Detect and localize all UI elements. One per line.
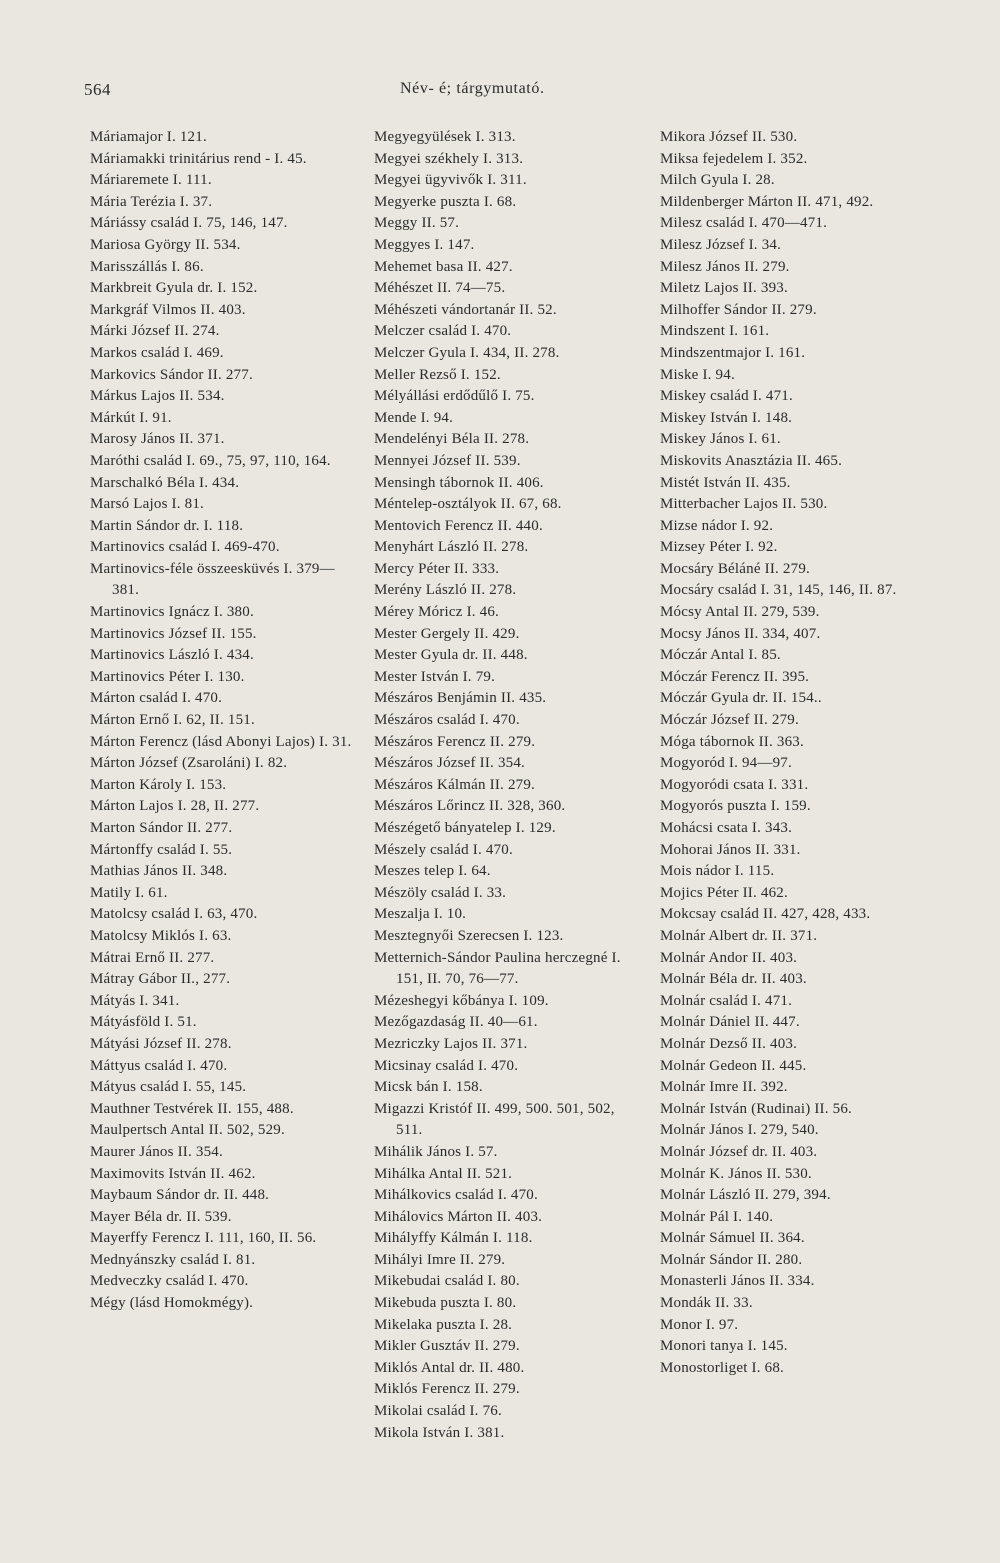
index-entry: Maulpertsch Antal II. 502, 529. [90,1122,285,1139]
index-entry: Méhészeti vándortanár II. 52. [374,301,557,318]
index-entry: Márton Ernő I. 62, II. 151. [90,712,255,729]
index-entry: Mészáros család I. 470. [374,712,520,729]
index-entry: Markos család I. 469. [90,344,224,361]
index-entry: Molnár Dezső II. 403. [660,1035,798,1052]
index-entry: Mindszent I. 161. [660,323,770,340]
index-entry: Monasterli János II. 334. [660,1273,815,1290]
index-entry: Molnár Sámuel II. 364. [660,1230,805,1247]
index-entry: Máriássy család I. 75, 146, 147. [90,215,288,232]
index-entry: Molnár Pál I. 140. [660,1208,774,1225]
index-entry: Martinovics József II. 155. [90,625,257,642]
index-entry: Móga tábornok II. 363. [660,733,804,750]
index-entry: Mihályffy Kálmán I. 118. [374,1230,533,1247]
index-entry: Máriamakki trinitárius rend - I. 45. [90,150,307,167]
index-entry: Mészáros Lőrincz II. 328, 360. [374,798,566,815]
index-entry: Mátyus család I. 55, 145. [90,1079,247,1096]
index-entry: Monostorliget I. 68. [660,1359,784,1376]
index-entry: Mayerffy Ferencz I. 111, 160, II. 56. [90,1230,317,1247]
index-entry: Mihálik János I. 57. [374,1143,498,1160]
index-entry: Miletz Lajos II. 393. [660,280,788,297]
index-entry: Maurer János II. 354. [90,1143,223,1160]
index-entry: Mikelaka puszta I. 28. [374,1316,513,1333]
index-entry: Móczár Gyula dr. II. 154.. [660,690,822,707]
index-entry: Mennyei József II. 539. [374,452,521,469]
index-entry: Mátrai Ernő II. 277. [90,949,215,966]
index-entry: Mayer Béla dr. II. 539. [90,1208,232,1225]
index-entry: Mészáros Kálmán II. 279. [374,776,536,793]
index-entry: Márton József (Zsaroláni) I. 82. [90,755,288,772]
index-entry: Mois nádor I. 115. [660,863,775,880]
index-entry: Martinovics-féle összeesküvés I. 379—381. [90,560,335,599]
index-entry: Migazzi Kristóf II. 499, 500. 501, 502, 511. [374,1100,615,1139]
index-entry: Mezriczky Lajos II. 371. [374,1035,528,1052]
index-entry: Melczer család I. 470. [374,323,512,340]
index-entry: Marsó Lajos I. 81. [90,496,204,513]
index-entry: Mészöly család I. 33. [374,884,507,901]
index-entry: Martinovics Péter I. 130. [90,668,245,685]
index-entry: Mocsáry Béláné II. 279. [660,560,810,577]
index-entry: Miskey család I. 471. [660,388,793,405]
index-entry: Merény László II. 278. [374,582,517,599]
index-entry: Móczár Antal I. 85. [660,647,781,664]
index-entry: Miske I. 94. [660,366,735,383]
index-entry: Mariosa György II. 534. [90,236,241,253]
index-entry: Molnár Gedeon II. 445. [660,1057,807,1074]
index-entry: Medveczky család I. 470. [90,1273,249,1290]
index-entry: Micsk bán I. 158. [374,1079,483,1096]
index-entry: Markbreit Gyula dr. I. 152. [90,280,258,297]
index-entry: Maybaum Sándor dr. II. 448. [90,1187,270,1204]
index-entry: Mikebuda puszta I. 80. [374,1295,517,1312]
index-entry: Matily I. 61. [90,884,168,901]
index-entry: Mohorai János II. 331. [660,841,801,858]
index-entry: Meszalja I. 10. [374,906,467,923]
index-entry: Mártonffy család I. 55. [90,841,233,858]
index-entry: Mészáros Ferencz II. 279. [374,733,536,750]
index-column-2 [374,127,636,1444]
index-entry: Mikolai család I. 76. [374,1403,502,1420]
index-entry: Mézeshegyi kőbánya I. 109. [374,992,549,1009]
index-entry: Mócsy Antal II. 279, 539. [660,604,820,621]
index-entry: Mensingh tábornok II. 406. [374,474,544,491]
index-entry: Mistét István II. 435. [660,474,791,491]
index-entry: Márki József II. 274. [90,323,220,340]
index-entry: Miklós Ferencz II. 279. [374,1381,520,1398]
index-entry: Mészáros Benjámin II. 435. [374,690,547,707]
index-entry: Márton Ferencz (lásd Abonyi Lajos) I. 31. [90,733,352,750]
index-entry: Mátyásföld I. 51. [90,1014,197,1031]
index-entry: Molnár Dániel II. 447. [660,1014,800,1031]
index-entry: Marschalkó Béla I. 434. [90,474,240,491]
index-entry: Máriamajor I. 121. [90,129,207,145]
index-entry: Molnár Albert dr. II. 371. [660,927,818,944]
index-entry: Molnár K. János II. 530. [660,1165,812,1182]
index-entry: Martinovics család I. 469-470. [90,539,280,556]
index-entry: Mindszentmajor I. 161. [660,344,806,361]
index-entry: Mondák II. 33. [660,1295,753,1312]
index-column-1 [90,127,360,1315]
index-entry: Mizse nádor I. 92. [660,517,774,534]
index-entry: Mildenberger Márton II. 471, 492. [660,193,874,210]
index-entry: Mészáros József II. 354. [374,755,526,772]
index-entry: Mesztegnyői Szerecsen I. 123. [374,927,564,944]
index-entry: Markgráf Vilmos II. 403. [90,301,246,318]
index-entry: Mokcsay család II. 427, 428, 433. [660,906,871,923]
index-entry: Martin Sándor dr. I. 118. [90,517,244,534]
index-entry: Marton Károly I. 153. [90,776,227,793]
running-title: Név- é; tárgymutató. [400,80,545,97]
index-entry: Mikler Gusztáv II. 279. [374,1338,520,1355]
page-number: 564 [84,80,111,99]
index-entry: Mendelényi Béla II. 278. [374,431,530,448]
index-entry: Mitterbacher Lajos II. 530. [660,496,828,513]
index-entry: Mehemet basa II. 427. [374,258,513,275]
index-entry: Martinovics Ignácz I. 380. [90,604,254,621]
index-entry: Mednyánszky család I. 81. [90,1251,256,1268]
index-entry: Mészégető bányatelep I. 129. [374,820,556,836]
index-entry: Mátyás I. 341. [90,992,180,1009]
index-entry: Mégy (lásd Homokmégy). [90,1295,254,1312]
index-entry: Mocsy János II. 334, 407. [660,625,821,642]
index-entry: Móczár József II. 279. [660,712,799,729]
index-entry: Molnár László II. 279, 394. [660,1187,831,1204]
index-entry: Milesz József I. 34. [660,236,782,253]
index-entry: Mathias János II. 348. [90,863,228,880]
index-entry: Mária Terézia I. 37. [90,193,213,210]
index-entry: Meszes telep I. 64. [374,863,491,880]
index-entry: Mester Gergely II. 429. [374,625,520,642]
index-entry: Mercy Péter II. 333. [374,560,500,577]
index-entry: Mikebudai család I. 80. [374,1273,520,1290]
index-entry: Mikola István I. 381. [374,1424,505,1441]
index-entry: Marisszállás I. 86. [90,258,204,275]
index-entry: Mauthner Testvérek II. 155, 488. [90,1100,294,1117]
index-entry: Monori tanya I. 145. [660,1338,788,1355]
index-entry: Maróthi család I. 69., 75, 97, 110, 164. [90,452,331,469]
index-entry: Molnár József dr. II. 403. [660,1143,818,1160]
index-entry: Megyei ügyvivők I. 311. [374,172,527,189]
index-entry: Mihálovics Márton II. 403. [374,1208,543,1225]
index-entry: Micsinay család I. 470. [374,1057,519,1074]
index-entry: Mátray Gábor II., 277. [90,971,231,988]
index-entry: Mocsáry család I. 31, 145, 146, II. 87. [660,582,897,599]
index-entry: Mérey Móricz I. 46. [374,604,500,621]
index-entry: Miklós Antal dr. II. 480. [374,1359,525,1376]
index-entry: Méntelep-osztályok II. 67, 68. [374,496,562,513]
index-entry: Marton Sándor II. 277. [90,820,233,836]
index-entry: Milch Gyula I. 28. [660,172,775,189]
index-entry: Mojics Péter II. 462. [660,884,788,901]
index-entry: Mészely család I. 470. [374,841,513,858]
index-entry: Milhoffer Sándor II. 279. [660,301,817,318]
index-entry: Mester István I. 79. [374,668,496,685]
index-entry: Máttyus család I. 470. [90,1057,228,1074]
index-entry: Milesz János II. 279. [660,258,790,275]
index-entry: Miskey János I. 61. [660,431,781,448]
index-entry: Meggyes I. 147. [374,236,475,253]
index-entry: Mogyoród I. 94—97. [660,755,792,772]
index-entry: Máriaremete I. 111. [90,172,212,189]
index-entry: Mátyási József II. 278. [90,1035,232,1052]
index-entry: Mende I. 94. [374,409,454,426]
index-entry: Molnár Sándor II. 280. [660,1251,803,1268]
index-column-3 [660,127,935,1379]
index-entry: Mogyoródi csata I. 331. [660,776,809,793]
index-entry: Márkus Lajos II. 534. [90,388,225,405]
index-entry: Miskovits Anasztázia II. 465. [660,452,843,469]
index-entry: Matolcsy Miklós I. 63. [90,927,232,944]
index-entry: Matolcsy család I. 63, 470. [90,906,258,923]
index-entry: Marosy János II. 371. [90,431,225,448]
index-entry: Márton család I. 470. [90,690,223,707]
index-entry: Molnár István (Rudinai) II. 56. [660,1100,852,1117]
index-entry: Mogyorós puszta I. 159. [660,798,811,815]
index-entry: Milesz család I. 470—471. [660,215,828,232]
index-entry: Metternich-Sándor Paulina herczegné I. 151, II. 70, 76—77. [374,949,621,988]
index-entry: Meller Rezső I. 152. [374,366,501,383]
index-entry: Megyei székhely I. 313. [374,150,524,167]
index-entry: Mohácsi csata I. 343. [660,820,793,836]
index-entry: Márton Lajos I. 28, II. 277. [90,798,260,815]
index-entry: Mentovich Ferencz II. 440. [374,517,543,534]
index-entry: Menyhárt László II. 278. [374,539,529,556]
index-entry: Mikora József II. 530. [660,129,798,145]
index-entry: Mihálkovics család I. 470. [374,1187,538,1204]
index-entry: Megyegyülések I. 313. [374,129,516,145]
index-entry: Mihálka Antal II. 521. [374,1165,513,1182]
index-entry: Molnár János I. 279, 540. [660,1122,819,1139]
index-entry: Mizsey Péter I. 92. [660,539,778,556]
index-entry: Molnár Andor II. 403. [660,949,798,966]
index-entry: Miksa fejedelem I. 352. [660,150,808,167]
index-entry: Martinovics László I. 434. [90,647,254,664]
index-entry: Molnár család I. 471. [660,992,793,1009]
index-entry: Markovics Sándor II. 277. [90,366,253,383]
index-entry: Maximovits István II. 462. [90,1165,256,1182]
index-entry: Melczer Gyula I. 434, II. 278. [374,344,560,361]
index-entry: Molnár Béla dr. II. 403. [660,971,807,988]
index-entry: Molnár Imre II. 392. [660,1079,788,1096]
index-entry: Mester Gyula dr. II. 448. [374,647,528,664]
index-entry: Mélyállási erdődűlő I. 75. [374,388,535,405]
index-entry: Mezőgazdaság II. 40—61. [374,1014,538,1031]
index-entry: Meggy II. 57. [374,215,460,232]
index-entry: Mihályi Imre II. 279. [374,1251,506,1268]
index-entry: Monor I. 97. [660,1316,739,1333]
page-header [0,80,1000,110]
index-entry: Megyerke puszta I. 68. [374,193,517,210]
index-entry: Miskey István I. 148. [660,409,793,426]
index-entry: Márkút I. 91. [90,409,172,426]
index-entry: Méhészet II. 74—75. [374,280,506,297]
index-entry: Móczár Ferencz II. 395. [660,668,810,685]
